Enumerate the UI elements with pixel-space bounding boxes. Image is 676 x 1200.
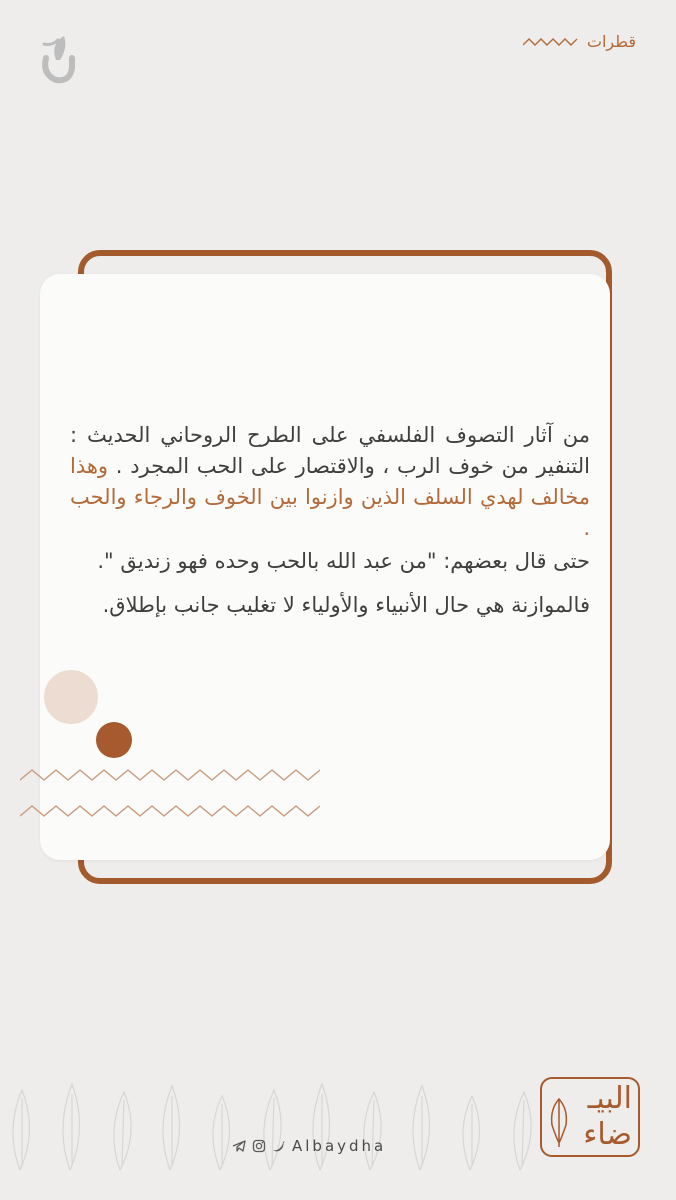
- paragraph-1: [70, 420, 590, 544]
- decor-circle-light: [44, 670, 98, 724]
- paragraph-2: حتى قال بعضهم: "من عبد الله بالحب وحده فهو زنديق ".: [97, 549, 590, 573]
- zigzag-icon: [523, 35, 579, 49]
- brand-logo: [540, 1077, 640, 1157]
- paragraph-1-text: من آثار التصوف الفلسفي على الطرح الروحاني الحديث : التنفير من خوف الرب ، والاقتصار على الحب المجرد .: [70, 423, 590, 478]
- brand-logo-text: البيـ ضاء: [583, 1081, 632, 1152]
- handle-text[interactable]: Albaydha: [292, 1137, 387, 1155]
- decor-circle-dark: [96, 722, 132, 758]
- tag-label: قطرات: [586, 32, 636, 51]
- twitter-icon[interactable]: [272, 1139, 286, 1153]
- paragraph-3: فالموازنة هي حال الأنبياء والأولياء لا تغليب جانب بإطلاق.: [102, 593, 590, 617]
- section-tag: [523, 32, 636, 51]
- instagram-icon[interactable]: [252, 1139, 266, 1153]
- quote-text: [70, 420, 590, 623]
- social-handle: [232, 1137, 386, 1155]
- decor-zigzag: [20, 760, 320, 830]
- telegram-icon[interactable]: [232, 1139, 246, 1153]
- paragraph-1-highlight: وهذا مخالف لهدي السلف الذين وازنوا بين الخوف والرجاء والحب .: [70, 454, 590, 540]
- logo-icon: [38, 30, 78, 90]
